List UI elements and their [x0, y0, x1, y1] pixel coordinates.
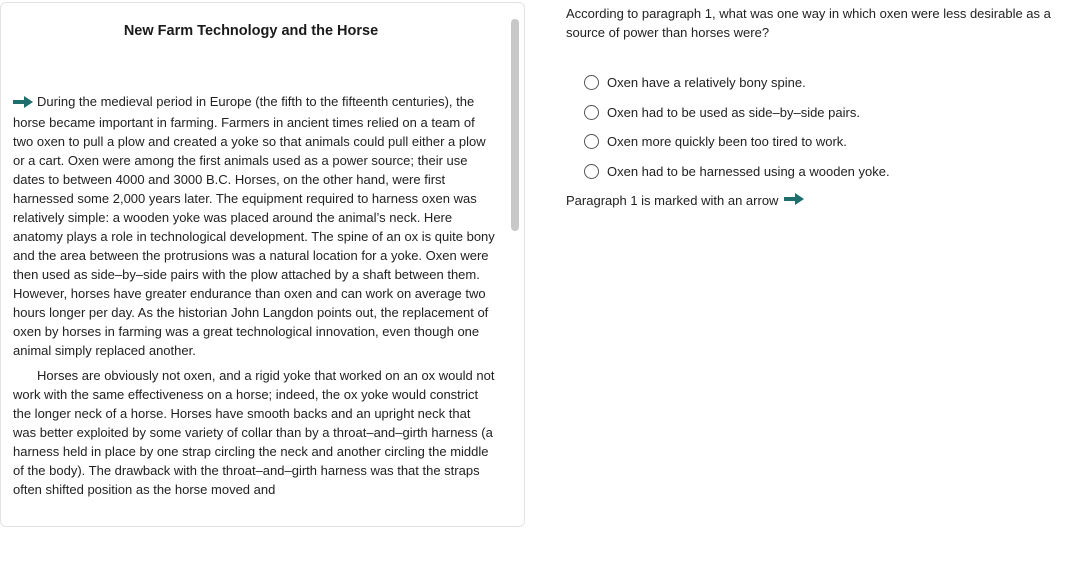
note-text: Paragraph 1 is marked with an arrow	[566, 193, 779, 208]
answer-option-4[interactable]	[584, 157, 1064, 187]
answer-option-1[interactable]	[584, 68, 1064, 98]
radio-button[interactable]	[584, 75, 599, 90]
answer-option-label: Oxen more quickly been too tired to work.	[607, 134, 847, 150]
paragraph-marker-note	[566, 193, 804, 208]
radio-button[interactable]	[584, 134, 599, 149]
answer-options	[584, 68, 1064, 186]
radio-button[interactable]	[584, 105, 599, 120]
scrollbar-thumb[interactable]	[511, 19, 519, 231]
paragraph-2	[13, 366, 495, 499]
passage-title: New Farm Technology and the Horse	[123, 23, 379, 39]
paragraph-1	[13, 92, 495, 360]
answer-option-label: Oxen have a relatively bony spine.	[607, 75, 806, 91]
answer-option-2[interactable]	[584, 98, 1064, 128]
passage-body	[13, 92, 495, 505]
passage-panel[interactable]	[0, 2, 525, 527]
answer-option-label: Oxen had to be harnessed using a wooden yoke.	[607, 163, 890, 179]
question-panel	[566, 4, 1071, 208]
radio-button[interactable]	[584, 164, 599, 179]
arrow-right-icon	[13, 94, 33, 113]
arrow-right-icon	[784, 193, 804, 208]
answer-option-3[interactable]	[584, 127, 1064, 157]
passage-scrollbar[interactable]	[511, 15, 520, 515]
question-text: According to paragraph 1, what was one way in which oxen were less desirable as a source of power than horses were?	[566, 6, 1051, 40]
answer-option-label: Oxen had to be used as side–by–side pairs.	[607, 104, 860, 120]
paragraph-2-text: Horses are obviously not oxen, and a rigid yoke that worked on an ox would not work with the same effectiveness on a horse; indeed, the ox yoke would constrict the longer neck of a horse. Horses have smooth backs and an upright neck that was better exploited by some variety of collar than by a throat–and–girth harness (a harness held in place by one strap circling the neck and another circling the middle of the body). The drawback with the throat–and–girth harness was that the straps often shifted position as the horse moved and	[13, 368, 495, 497]
paragraph-1-text: During the medieval period in Europe (the fifth to the fifteenth centuries), the horse became important in farming. Farmers in ancient times relied on a team of two oxen to pull a plow and created a yoke so that animals could pull either a plow or a cart. Oxen were among the first animals used as a power source; their use dates to between 4000 and 3000 B.C. Horses, on the other hand, were first harnessed some 2,000 years later. The equipment required to harness oxen was relatively simple: a wooden yoke was placed around the animal’s neck. Here anatomy plays a role in technological development. The spine of an ox is quite bony and the area between the protrusions was a natural location for a yoke. Oxen were then used as side–by–side pairs with the plow attached by a shaft between them. However, horses have greater endurance than oxen and can work on average two hours longer per day. As the historian John Langdon points out, the replacement of oxen by horses in farming was a great technological innovation, even though one animal simply replaced another.	[13, 94, 495, 358]
